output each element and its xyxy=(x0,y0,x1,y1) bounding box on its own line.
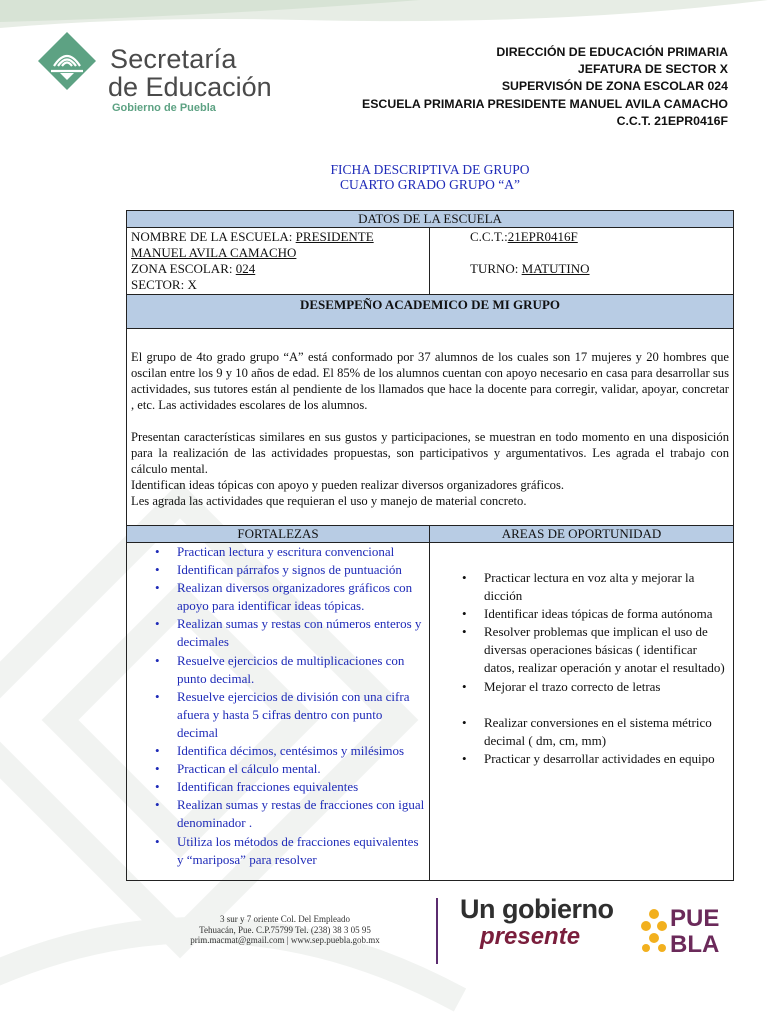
address-line: Tehuacán, Pue. C.P.75799 Tel. (238) 38 3 05 95 xyxy=(199,924,371,935)
description-paragraph: Identifican ideas tópicas con apoyo y pueden realizar diversos organizadores gráficos. xyxy=(131,478,565,492)
header-line: ESCUELA PRIMARIA PRESIDENTE MANUEL AVILA CAMACHO xyxy=(362,96,728,111)
description-paragraph: Presentan características similares en sus gustos y participaciones, se muestran en todo momento en una disposición para la realización de las actividades propuestas, son participativos y argumentativos. Les agrada el trabajo con cálculo mental. xyxy=(131,430,729,476)
description-paragraph: Les agrada las actividades que requieran el uso y manejo de material concreto. xyxy=(131,494,527,508)
institution-header xyxy=(362,44,728,130)
header-line: C.C.T. 21EPR0416F xyxy=(616,113,728,128)
list-item: • Realizar conversiones en el sistema métrico decimal ( dm, cm, mm) xyxy=(456,714,729,750)
list-item: • Identifica décimos, centésimos y milésimos xyxy=(149,742,425,760)
slogan-line2: presente xyxy=(480,923,581,950)
school-name-value-b: MANUEL AVILA CAMACHO xyxy=(131,245,297,260)
top-decorative-band xyxy=(0,0,768,30)
address-line: 3 sur y 7 oriente Col. Del Empleado xyxy=(220,914,350,924)
description-paragraph: El grupo de 4to grado grupo “A” está conformado por 37 alumnos de los cuales son 17 mujeres y 20 hombres que oscilan entre los 9 y 10 años de edad. El 85% de los alumnos cuentan con apoyo necesario en casa para desarrollar sus actividades, sus tutores están al pendiente de los llamados que hace la docente para corregir, validar, apoyar, concretar , etc. Las actividades escolares de los alumnos. xyxy=(131,350,729,412)
footer-divider xyxy=(436,898,438,964)
list-item: • Practican lectura y escritura convencional xyxy=(149,543,425,561)
school-name-cell xyxy=(127,228,430,295)
header-line: JEFATURA DE SECTOR X xyxy=(577,62,728,77)
address-line: prim.macmat@gmail.com | www.sep.puebla.gob.mx xyxy=(190,935,380,945)
oportunidad-list xyxy=(430,543,733,768)
cct-value: 21EPR0416F xyxy=(507,229,578,244)
turno-label: TURNO: xyxy=(470,261,522,276)
zona-label: ZONA ESCOLAR: xyxy=(131,261,236,276)
list-item: • Identifican párrafos y signos de puntuación xyxy=(149,561,425,579)
logo-subtitle: Gobierno de Puebla xyxy=(112,102,216,114)
desempeno-header: DESEMPEÑO ACADEMICO DE MI GRUPO xyxy=(127,295,734,329)
list-item: • Realizan sumas y restas con números enteros y decimales xyxy=(149,615,425,651)
list-item: • Practican el cálculo mental. xyxy=(149,760,425,778)
zona-value: 024 xyxy=(235,261,256,276)
document-title xyxy=(0,162,768,192)
header-line: DIRECCIÓN DE EDUCACIÓN PRIMARIA xyxy=(496,45,728,59)
list-item: • Resuelve ejercicios de multiplicaciones con punto decimal. xyxy=(149,652,425,688)
secretaria-logo xyxy=(36,30,276,120)
list-item: • Mejorar el trazo correcto de letras xyxy=(456,678,729,696)
school-data-header: DATOS DE LA ESCUELA xyxy=(127,211,734,228)
list-item: • Realizan diversos organizadores gráficos con apoyo para identificar ideas tópicas. xyxy=(149,579,425,615)
desempeno-description xyxy=(127,329,734,526)
slogan-line1: Un gobierno xyxy=(460,894,614,924)
list-item: • Identificar ideas tópicas de forma autónoma xyxy=(456,605,729,623)
document-title-line1: FICHA DESCRIPTIVA DE GRUPO xyxy=(330,162,530,177)
list-item: • Resuelve ejercicios de división con una cifra afuera y hasta 5 cifras dentro con punto decimal xyxy=(149,688,425,742)
list-item: • Utiliza los métodos de fracciones equivalentes y “mariposa” para resolver xyxy=(149,833,425,869)
logo-title-line2: de Educación xyxy=(108,72,272,102)
oportunidad-header: AREAS DE OPORTUNIDAD xyxy=(430,526,734,543)
sector-label: SECTOR: X xyxy=(131,277,197,292)
cct-turno-cell xyxy=(430,228,734,295)
fortalezas-cell xyxy=(127,543,430,881)
fortalezas-list xyxy=(127,543,429,869)
turno-value: MATUTINO xyxy=(521,261,590,276)
logo-title-line1: Secretaría xyxy=(110,44,237,74)
puebla-logo-line2: BLA xyxy=(670,931,720,956)
header-line: SUPERVISÓN DE ZONA ESCOLAR 024 xyxy=(501,79,728,94)
footer-address xyxy=(170,914,400,946)
education-emblem-icon xyxy=(36,30,98,92)
cct-label: C.C.T.: xyxy=(470,229,508,244)
oportunidad-cell xyxy=(430,543,734,881)
list-item: • Identifican fracciones equivalentes xyxy=(149,778,425,796)
puebla-logo-icon xyxy=(640,900,730,956)
list-item: • Realizan sumas y restas de fracciones con igual denominador . xyxy=(149,796,425,832)
puebla-logo-line1: PUE xyxy=(670,905,720,932)
list-item: • Practicar y desarrollar actividades en equipo xyxy=(456,750,729,768)
document-title-line2: CUARTO GRADO GRUPO “A” xyxy=(339,177,521,192)
school-name-value-a: PRESIDENTE xyxy=(295,229,374,244)
list-item: • Resolver problemas que implican el uso de diversas operaciones básicas ( identificar datos, realizar operación y anotar el resultado) xyxy=(456,623,729,677)
school-name-label: NOMBRE DE LA ESCUELA: xyxy=(131,229,296,244)
descriptive-table xyxy=(126,210,734,881)
fortalezas-header: FORTALEZAS xyxy=(127,526,430,543)
list-item: • Practicar lectura en voz alta y mejorar la dicción xyxy=(456,569,729,605)
